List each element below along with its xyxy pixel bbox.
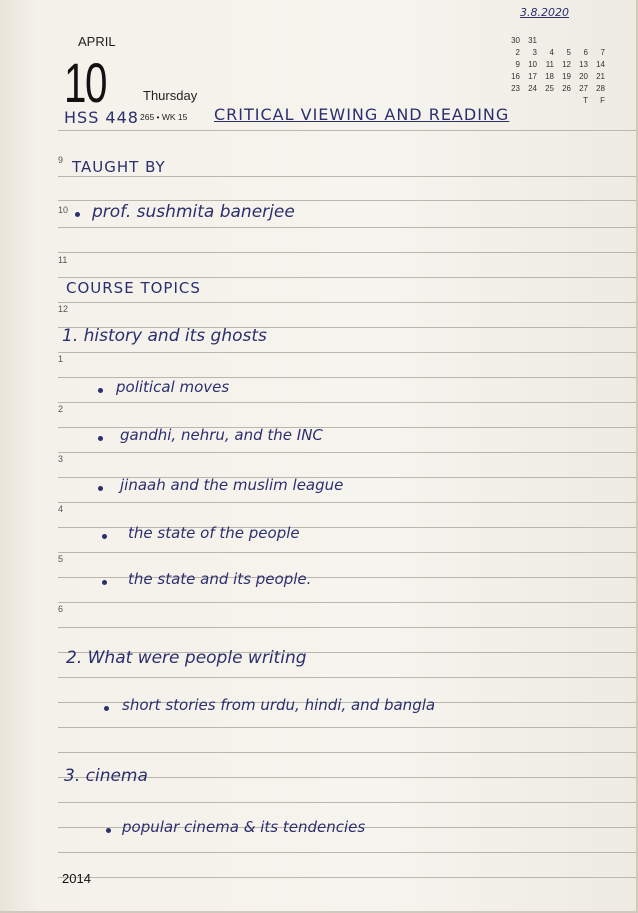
calendar-day: 10	[528, 60, 537, 69]
ruled-line	[58, 277, 636, 278]
bullet-dot	[104, 706, 109, 711]
ruled-line	[58, 852, 636, 853]
calendar-day: 26	[562, 84, 571, 93]
bullet-dot	[98, 388, 103, 393]
hour-marker: 10	[58, 205, 69, 215]
topic-item: gandhi, nehru, and the INC	[120, 426, 323, 444]
day-number: 10	[64, 51, 106, 114]
ruled-line	[58, 802, 636, 803]
ruled-line	[58, 302, 636, 303]
hour-marker: 5	[58, 554, 64, 564]
calendar-day: 6	[583, 48, 588, 57]
calendar-day: 12	[562, 60, 571, 69]
calendar-day: T	[583, 96, 588, 105]
ruled-line	[58, 677, 636, 678]
calendar-day: 23	[511, 84, 520, 93]
ruled-line	[58, 602, 636, 603]
hour-marker: 1	[58, 354, 64, 364]
topic-item: political moves	[116, 378, 230, 396]
ruled-line	[58, 176, 636, 177]
calendar-day: F	[600, 96, 605, 105]
year-label: 2014	[62, 871, 91, 886]
calendar-day: 11	[545, 60, 554, 69]
month-label: APRIL	[78, 34, 116, 49]
calendar-day: 24	[528, 84, 537, 93]
ruled-line	[58, 452, 636, 453]
hour-marker: 12	[58, 304, 69, 314]
bullet-dot	[106, 828, 111, 833]
calendar-day: 4	[549, 48, 554, 57]
calendar-day: 7	[600, 48, 605, 57]
calendar-day: 16	[511, 72, 520, 81]
ruled-line	[58, 352, 636, 353]
topic-item: the state and its people.	[128, 570, 312, 588]
calendar-day: 5	[566, 48, 571, 57]
taught-by-heading: TAUGHT BY	[72, 158, 166, 176]
topic-item: short stories from urdu, hindi, and bangla	[122, 696, 436, 714]
calendar-day: 14	[596, 60, 605, 69]
calendar-day: 30	[511, 36, 520, 45]
calendar-day: 25	[545, 84, 554, 93]
calendar-day: 3	[532, 48, 537, 57]
topic-item: popular cinema & its tendencies	[122, 818, 366, 836]
ruled-line	[58, 877, 636, 878]
bullet-dot	[98, 486, 103, 491]
calendar-day: 28	[596, 84, 605, 93]
hour-marker: 6	[58, 604, 64, 614]
bullet-dot	[102, 534, 107, 539]
hour-marker: 4	[58, 504, 64, 514]
calendar-day: 9	[515, 60, 520, 69]
ruled-line	[58, 727, 636, 728]
ruled-line	[58, 130, 636, 131]
calendar-day: 13	[579, 60, 588, 69]
ruled-line	[58, 402, 636, 403]
instructor-name: prof. sushmita banerjee	[92, 202, 295, 222]
bullet-dot	[102, 580, 107, 585]
topic-item: the state of the people	[128, 524, 300, 542]
topics-heading: COURSE TOPICS	[66, 279, 201, 297]
calendar-day: 17	[528, 72, 537, 81]
calendar-day: 31	[528, 36, 537, 45]
section-title: 2. What were people writing	[66, 648, 307, 668]
calendar-day: 21	[596, 72, 605, 81]
ruled-line	[58, 252, 636, 253]
ruled-line	[58, 552, 636, 553]
ruled-line	[58, 752, 636, 753]
calendar-day: 19	[562, 72, 571, 81]
handwritten-date: 3.8.2020	[520, 6, 569, 19]
course-code: HSS 448	[64, 108, 139, 127]
calendar-day: 27	[579, 84, 588, 93]
bullet-dot	[75, 212, 80, 217]
ruled-line	[58, 627, 636, 628]
course-title: CRITICAL VIEWING AND READING	[214, 105, 510, 124]
bullet-dot	[98, 436, 103, 441]
section-title: 1. history and its ghosts	[62, 326, 267, 346]
calendar-day: 20	[579, 72, 588, 81]
topic-item: jinaah and the muslim league	[120, 476, 344, 494]
section-title: 3. cinema	[64, 766, 148, 786]
ruled-line	[58, 227, 636, 228]
calendar-day: 18	[545, 72, 554, 81]
ruled-line	[58, 502, 636, 503]
hour-marker: 11	[58, 255, 68, 265]
weekday-label: Thursday	[143, 88, 198, 103]
ruled-line	[58, 200, 636, 201]
hour-marker: 2	[58, 404, 64, 414]
hour-marker: 3	[58, 454, 64, 464]
calendar-day: 2	[515, 48, 520, 57]
hour-marker: 9	[58, 155, 64, 165]
week-info: 265 • WK 15	[140, 112, 188, 122]
